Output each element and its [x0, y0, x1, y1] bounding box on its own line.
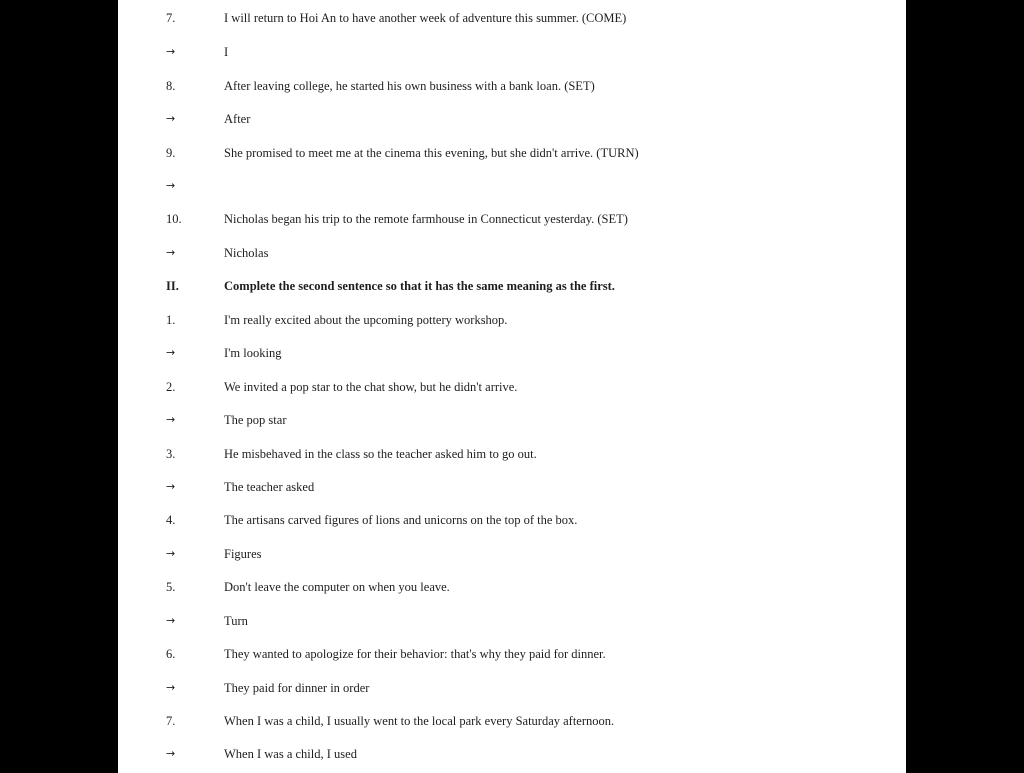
item-number: 2.: [166, 380, 176, 394]
arrow-icon: →: [166, 413, 176, 426]
answer-line: [118, 41, 906, 63]
answer-prompt: Nicholas: [224, 246, 269, 260]
answer-prompt: Figures: [224, 547, 262, 561]
item-sentence: Don't leave the computer on when you leave.: [224, 580, 450, 594]
item-number: 3.: [166, 447, 176, 461]
item-number: 9.: [166, 146, 176, 160]
answer-line: [118, 409, 906, 431]
exercise-item: [118, 7, 906, 29]
item-sentence: They wanted to apologize for their behavior: that's why they paid for dinner.: [224, 647, 606, 661]
item-number: 6.: [166, 647, 176, 661]
item-sentence: She promised to meet me at the cinema this evening, but she didn't arrive. (TURN): [224, 146, 639, 160]
arrow-icon: →: [166, 45, 176, 58]
exercise-item: [118, 376, 906, 398]
item-number: 1.: [166, 313, 176, 327]
item-number: 10.: [166, 212, 182, 226]
exercise-item: [118, 576, 906, 598]
answer-prompt: When I was a child, I used: [224, 747, 357, 761]
arrow-icon: →: [166, 346, 176, 359]
arrow-icon: →: [166, 112, 176, 125]
item-number: 4.: [166, 513, 176, 527]
item-sentence: I'm really excited about the upcoming pottery workshop.: [224, 313, 508, 327]
worksheet-page: [118, 0, 906, 773]
answer-prompt: They paid for dinner in order: [224, 681, 370, 695]
exercise-item: [118, 710, 906, 732]
answer-line: [118, 476, 906, 498]
section-number: II.: [166, 279, 179, 293]
item-sentence: After leaving college, he started his own business with a bank loan. (SET): [224, 79, 595, 93]
exercise-item: [118, 443, 906, 465]
answer-prompt: Turn: [224, 614, 248, 628]
exercise-item: [118, 142, 906, 164]
item-number: 8.: [166, 79, 176, 93]
answer-line: [118, 677, 906, 699]
exercise-item: [118, 643, 906, 665]
item-sentence: We invited a pop star to the chat show, but he didn't arrive.: [224, 380, 518, 394]
item-sentence: I will return to Hoi An to have another week of adventure this summer. (COME): [224, 11, 627, 25]
answer-prompt: I: [224, 45, 229, 59]
answer-prompt: The teacher asked: [224, 480, 315, 494]
answer-line: [118, 743, 906, 765]
item-sentence: The artisans carved figures of lions and unicorns on the top of the box.: [224, 513, 578, 527]
exercise-item: [118, 208, 906, 230]
section-heading: [118, 275, 906, 297]
item-sentence: When I was a child, I usually went to the local park every Saturday afternoon.: [224, 714, 615, 728]
answer-line: [118, 242, 906, 264]
arrow-icon: →: [166, 179, 176, 192]
arrow-icon: →: [166, 681, 176, 694]
item-number: 5.: [166, 580, 176, 594]
answer-line: [118, 610, 906, 632]
arrow-icon: →: [166, 246, 176, 259]
answer-line: [118, 342, 906, 364]
exercise-item: [118, 509, 906, 531]
item-number: 7.: [166, 714, 176, 728]
arrow-icon: →: [166, 747, 176, 760]
arrow-icon: →: [166, 480, 176, 493]
arrow-icon: →: [166, 614, 176, 627]
item-sentence: He misbehaved in the class so the teacher asked him to go out.: [224, 447, 537, 461]
answer-line: [118, 543, 906, 565]
item-number: 7.: [166, 11, 176, 25]
answer-prompt: After: [224, 112, 251, 126]
answer-prompt: The pop star: [224, 413, 287, 427]
exercise-item: [118, 309, 906, 331]
answer-prompt: I'm looking: [224, 346, 282, 360]
item-sentence: Nicholas began his trip to the remote farmhouse in Connecticut yesterday. (SET): [224, 212, 628, 226]
answer-line: [118, 108, 906, 130]
exercise-item: [118, 75, 906, 97]
section-title: Complete the second sentence so that it has the same meaning as the first.: [224, 279, 615, 293]
arrow-icon: →: [166, 547, 176, 560]
answer-line: [118, 175, 906, 197]
